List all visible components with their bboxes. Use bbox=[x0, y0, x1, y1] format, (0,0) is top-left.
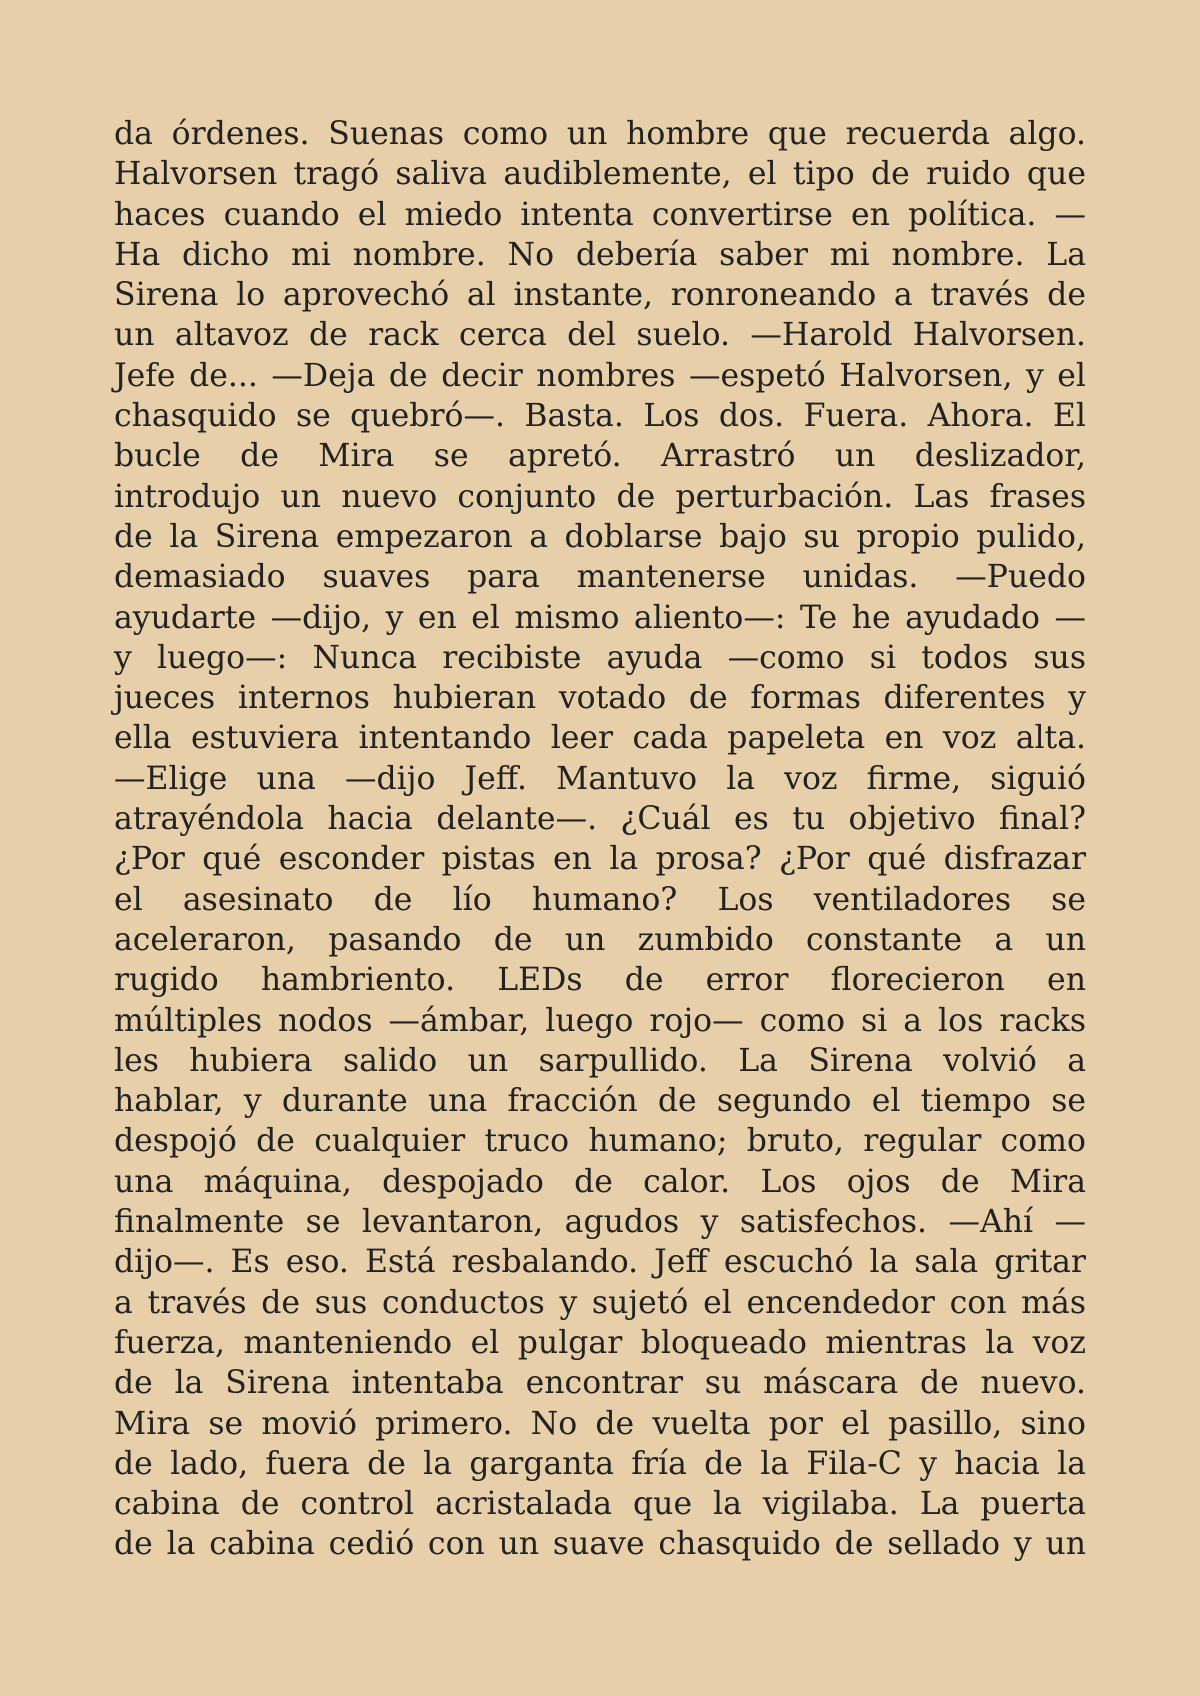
text-line: Jefe de... —Deja de decir nombres —espetó Halvorsen, y el bbox=[114, 357, 1086, 394]
text-line: múltiples nodos —ámbar, luego rojo— como si a los racks bbox=[114, 1002, 1086, 1039]
text-line: finalmente se levantaron, agudos y satisfechos. —Ahí — bbox=[114, 1204, 1086, 1241]
text-line: demasiado suaves para mantenerse unidas. —Puedo bbox=[114, 559, 1086, 596]
body-text bbox=[114, 114, 1086, 1565]
text-line: Sirena lo aprovechó al instante, ronroneando a través de bbox=[114, 277, 1086, 314]
text-line: haces cuando el miedo intenta convertirse en política. — bbox=[114, 196, 1086, 233]
text-line: Mira se movió primero. No de vuelta por el pasillo, sino bbox=[114, 1405, 1086, 1442]
text-line: dijo—. Es eso. Está resbalando. Jeff escuchó la sala gritar bbox=[114, 1244, 1086, 1281]
text-line: chasquido se quebró—. Basta. Los dos. Fuera. Ahora. El bbox=[114, 398, 1086, 435]
text-line: a través de sus conductos y sujetó el encendedor con más bbox=[114, 1284, 1086, 1321]
text-line: bucle de Mira se apretó. Arrastró un deslizador, bbox=[114, 438, 1086, 475]
text-line: les hubiera salido un sarpullido. La Sirena volvió a bbox=[114, 1042, 1086, 1079]
text-line: ¿Por qué esconder pistas en la prosa? ¿Por qué disfrazar bbox=[114, 841, 1086, 878]
text-line: una máquina, despojado de calor. Los ojos de Mira bbox=[114, 1163, 1086, 1200]
text-line: cabina de control acristalada que la vigilaba. La puerta bbox=[114, 1486, 1086, 1523]
text-line: hablar, y durante una fracción de segundo el tiempo se bbox=[114, 1083, 1086, 1120]
text-line: de la Sirena empezaron a doblarse bajo su propio pulido, bbox=[114, 518, 1086, 555]
text-line: da órdenes. Suenas como un hombre que recuerda algo. bbox=[114, 116, 1086, 152]
text-line: Halvorsen tragó saliva audiblemente, el tipo de ruido que bbox=[114, 156, 1086, 193]
text-line: ella estuviera intentando leer cada papeleta en voz alta. bbox=[114, 720, 1086, 757]
text-line: el asesinato de lío humano? Los ventiladores se bbox=[114, 881, 1086, 918]
text-line: Ha dicho mi nombre. No debería saber mi nombre. La bbox=[114, 236, 1086, 273]
text-line: jueces internos hubieran votado de formas diferentes y bbox=[114, 680, 1086, 717]
text-line: introdujo un nuevo conjunto de perturbación. Las frases bbox=[114, 478, 1086, 515]
text-line: aceleraron, pasando de un zumbido constante a un bbox=[114, 921, 1086, 958]
text-line: —Elige una —dijo Jeff. Mantuvo la voz firme, siguió bbox=[114, 760, 1086, 797]
text-line: un altavoz de rack cerca del suelo. —Harold Halvorsen. bbox=[114, 317, 1086, 354]
text-line: y luego—: Nunca recibiste ayuda —como si todos sus bbox=[114, 639, 1086, 676]
text-line: de lado, fuera de la garganta fría de la Fila-C y hacia la bbox=[114, 1445, 1086, 1482]
text-line: de la Sirena intentaba encontrar su máscara de nuevo. bbox=[114, 1365, 1086, 1402]
text-line: despojó de cualquier truco humano; bruto, regular como bbox=[114, 1123, 1086, 1160]
text-line: atrayéndola hacia delante—. ¿Cuál es tu objetivo final? bbox=[114, 801, 1086, 838]
text-line: ayudarte —dijo, y en el mismo aliento—: Te he ayudado — bbox=[114, 599, 1086, 636]
text-line: de la cabina cedió con un suave chasquido de sellado y un bbox=[114, 1526, 1086, 1563]
text-line: rugido hambriento. LEDs de error florecieron en bbox=[114, 962, 1086, 999]
text-line: fuerza, manteniendo el pulgar bloqueado mientras la voz bbox=[114, 1324, 1086, 1361]
